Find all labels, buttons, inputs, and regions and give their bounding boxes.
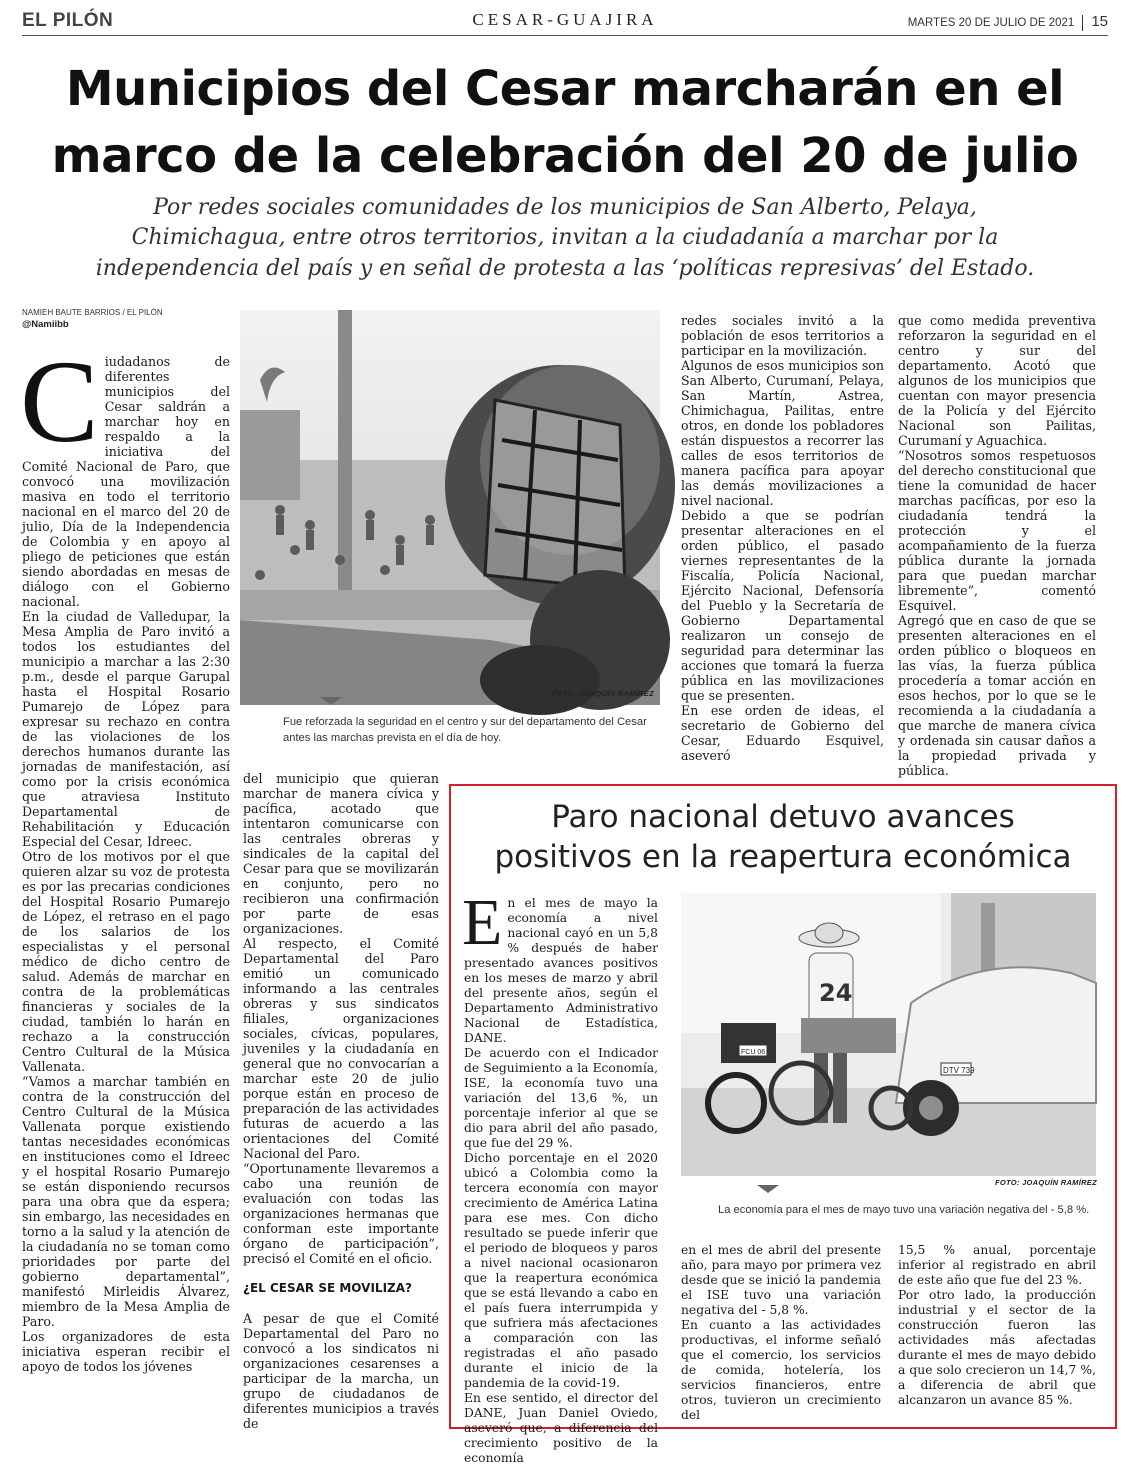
paragraph: iudadanos de diferentes municipios del Cesar saldrán a marchar hoy en respaldo a la iniciativa del Comité Nacional de Paro, que convocó una movilización masiva en todo el territorio nacional en el marco del 20 de julio, Día de la Independencia de Colombia y en apoyo al pliego de peticiones que están siendo abordadas en mesas de diálogo con el Gobierno nacional. (22, 354, 230, 609)
subheading: ¿EL CESAR SE MOVILIZA? (243, 1281, 412, 1295)
photo-caption (283, 714, 673, 746)
sidebar-title-line-2: positivos en la reapertura económica (494, 839, 1072, 875)
article-deck (40, 193, 1090, 284)
sidebar-title-line-1: Paro nacional detuvo avances (551, 799, 1015, 835)
paragraph: Por otro lado, la producción industrial y el sector de la construcción fueron las actividades más afectadas durante el mes de mayo debido a que solo crecieron un 14,7 %, a diferencia de abril que alcanzaron un avance 85 %. (898, 1288, 1096, 1407)
sidebar-column-2 (681, 1243, 881, 1422)
article-column-4 (898, 313, 1096, 778)
sidebar-column-3 (898, 1243, 1096, 1414)
paragraph: “Oportunamente llevaremos a cabo una reunión de evaluación con todas las organizaciones hermanas que conforman este importante órgano de participación”, precisó el Comité en el oficio. (243, 1161, 439, 1266)
paragraph: n el mes de mayo la economía a nivel nacional cayó en un 5,8 % después de haber presentado avances positivos en los meses de marzo y abril del presente años, según el Departamento Administrativo Nacional de Estadística, DANE. (464, 896, 658, 1045)
paragraph: En ese sentido, el director del DANE, Juan Daniel Oviedo, aseveró que, a diferencia del crecimiento positivo de la economía (464, 1391, 658, 1465)
deck-line-2: Chimichagua, entre otros territorios, invitan a la ciudadanía a marchar por la (131, 225, 999, 251)
photo-credit: FOTO: JOAQUÍN RAMÍREZ (552, 689, 654, 698)
newspaper-logo: EL PILÓN (22, 10, 114, 31)
paragraph: En ese orden de ideas, el secretario de Gobierno del Cesar, Eduardo Esquivel, aseveró (681, 703, 884, 763)
vendor-cart-image (681, 893, 1096, 1176)
drop-cap: C (20, 336, 99, 467)
dateline (908, 13, 1108, 31)
deck-line-1: Por redes sociales comunidades de los municipios de San Alberto, Pelaya, (153, 195, 977, 220)
paragraph: Algunos de esos municipios son San Alberto, Curumaní, Pelaya, San Martín, Astrea, Chimichagua, Pailitas, entre otros, en donde los pobladores están dispuestos a recorrer las calles de esos territorios de manera pacífica para apoyar las demás movilizaciones a nivel nacional. (681, 358, 884, 508)
paragraph: que como medida preventiva reforzaron la seguridad en el centro y sur del departamento. Acotó que algunos de los municipios que cuentan con mayor presencia de la Policía y del Ejército Nacional son Pailitas, Curumaní y Aguachica. (898, 313, 1096, 448)
paragraph: 15,5 % anual, porcentaje inferior al registrado en abril de este año que fue del 23 %. (898, 1243, 1096, 1287)
section-name: CESAR-GUAJIRA (472, 10, 658, 29)
article-column-1 (20, 336, 230, 1432)
sidebar-column-1 (462, 886, 658, 1465)
page-number: 15 (1091, 13, 1108, 30)
issue-date: MARTES 20 DE JULIO DE 2021 (907, 17, 1075, 29)
paragraph: “Nosotros somos respetuosos del derecho constitucional que tiene la comunidad de hacer marchas pacíficas, por eso la ciudadanía tendrá la protección y el acompañamiento de la fuerza pública durante la jornada para que puedan marchar libremente”, comentó Esquivel. (898, 448, 1096, 613)
paragraph: Debido a que se podrían presentar alteraciones en el orden público, el pasado viernes representantes de la Fiscalía, Policía Nacional, Ejército Nacional, Defensoría del Pueblo y la Secretaría de Gobierno Departamental realizaron un consejo de seguridad para determinar las acciones que tomará la fuerza pública en las movilizaciones que se presenten. (681, 508, 884, 703)
paragraph: Agregó que en caso de que se presenten alteraciones en el orden público o bloqueos en las vías, la fuerza pública procedería a tomar acción en esos hechos, por lo que se le recomienda a la ciudadanía a que marche de manera cívica y ordenada sin causar daños a la propiedad privada y pública. (898, 613, 1096, 778)
paragraph: redes sociales invitó a la población de esos territorios a participar en la movilización. (681, 313, 884, 358)
paragraph: En cuanto a las actividades productivas, el informe señaló que el comercio, los servicios de comida, hotelería, los servicios financieros, entre otros, tuvieron un crecimiento del (681, 1318, 881, 1422)
author-handle: @Namiibb (22, 319, 69, 330)
paragraph: A pesar de que el Comité Departamental del Paro no convocó a los sindicatos ni organizaciones cesarenses a participar de la marcha, un grupo de ciudadanos de diferentes municipios a través de (243, 1311, 439, 1431)
deck-line-3: independencia del país y en señal de protesta a las ‘políticas represivas’ del Estado. (95, 255, 1035, 281)
paragraph: “Vamos a marchar también en contra de la construcción del Centro Cultural de la Música Vallenata porque existiendo tantas necesidades económicas en instituciones como el Idreec y el hospital Rosario Pumarejo se están disponiendo recursos para una obra que da espera; sin embargo, las necesidades en torno a la salud y la atención de la ciudadanía no se toman como prioridades por parte del gobierno departamental”, manifestó Mirleidis Álvarez, miembro de la Mesa Amplia de Paro. (22, 1074, 230, 1329)
protest-photo (240, 310, 660, 705)
paragraph: En la ciudad de Valledupar, la Mesa Amplia de Paro invitó a todos los estudiantes del municipio a marchar a las 2:30 p.m., desde el parque Garupal hasta el Hospital Rosario Pumarejo de López para expresar su rechazo en contra de las violaciones de los derechos humanos durante las jornadas de manifestación, así como por la crisis económica que atraviesa Instituto Departamental de Rehabilitación y Educación Especial del Cesar, Idreec. (22, 609, 230, 849)
paragraph: Dicho porcentaje en el 2020 ubicó a Colombia como la tercera economía con mayor crecimiento de América Latina para ese mes. Con dicho resultado se puede inferir que el periodo de bloqueos y paros a nivel nacional ocasionaron que la reapertura económica que se está llevando a cabo en el país fuera interrumpida y que sufriera más afectaciones a comparación con las registradas el año pasado durante el inicio de la pandemia de la covid-19. (464, 1151, 658, 1390)
article-column-2 (243, 771, 439, 1432)
sidebar-story-title (449, 797, 1117, 877)
motorcycle-license-plate: FCU 06 (741, 1049, 766, 1056)
headline-line-2: marco de la celebración del 20 de julio (51, 128, 1079, 185)
headline-line-1: Municipios del Cesar marcharán en el (65, 61, 1065, 117)
byline: NAMIEH BAUTE BARRIOS / EL PILÓN (22, 308, 163, 317)
riot-police-helmet-image (240, 310, 660, 705)
paragraph: Al respecto, el Comité Departamental del Paro emitió un comunicado informando a las centrales obreras y sus sindicatos filiales, organizaciones sociales, cívicas, populares, juveniles y la ciudadanía en general que no convocarían a marchar este 20 de julio porque están en proceso de preparación de las actividades futuras de acuerdo a las orientaciones del Comité Nacional del Paro. (243, 936, 439, 1161)
article-headline (22, 56, 1108, 190)
sidebar-drop-cap: E (462, 886, 503, 959)
caption-line-1: Fue reforzada la seguridad en el centro y sur del departamento del Cesar (283, 716, 647, 728)
caption-marker-icon (320, 697, 342, 705)
jersey-number: 24 (819, 979, 853, 1007)
street-vendor-photo (681, 893, 1096, 1176)
caption-line-2: antes las marchas prevista en el día de hoy. (283, 732, 502, 744)
masthead (22, 10, 1108, 36)
sidebar-photo-caption: La economía para el mes de mayo tuvo una variación negativa del - 5,8 %. (718, 1204, 1090, 1216)
sidebar-caption-marker-icon (757, 1185, 779, 1193)
paragraph: De acuerdo con el Indicador de Seguimiento a la Economía, ISE, la economía tuvo una variación del 13,6 %, un porcentaje inferior al que se dio para abril del año pasado, que fue del 29 %. (464, 1046, 658, 1150)
car-license-plate: DTV 739 (943, 1066, 975, 1075)
sidebar-photo-credit: FOTO: JOAQUÍN RAMÍREZ (995, 1178, 1097, 1187)
article-column-3 (681, 313, 884, 775)
paragraph: Otro de los motivos por el que quieren alzar su voz de protesta es por las precarias condiciones del Hospital Rosario Pumarejo de López, el retraso en el pago de los salarios de los especialistas y el personal médico de dicho centro de salud. Además de marchar en contra de la problemáticas financieras y sociales de la ciudad, también lo harán en rechazo a la construcción Centro Cultural de la Música Vallenata. (22, 849, 230, 1074)
paragraph: del municipio que quieran marchar de manera cívica y pacífica, acotado que intentaron comunicarse con las centrales obreras y sindicales de la capital del Cesar para que se movilizarán en conjunto, pero no recibieron una confirmación por parte de esas organizaciones. (243, 771, 439, 936)
dateline-divider (1082, 15, 1083, 31)
paragraph: en el mes de abril del presente año, para mayo por primera vez desde que se inició la pandemia el ISE tuvo una variación negativa del - 5,8 %. (681, 1243, 881, 1317)
paragraph: Los organizadores de esta iniciativa esperan recibir el apoyo de todos los jóvenes (22, 1329, 230, 1374)
